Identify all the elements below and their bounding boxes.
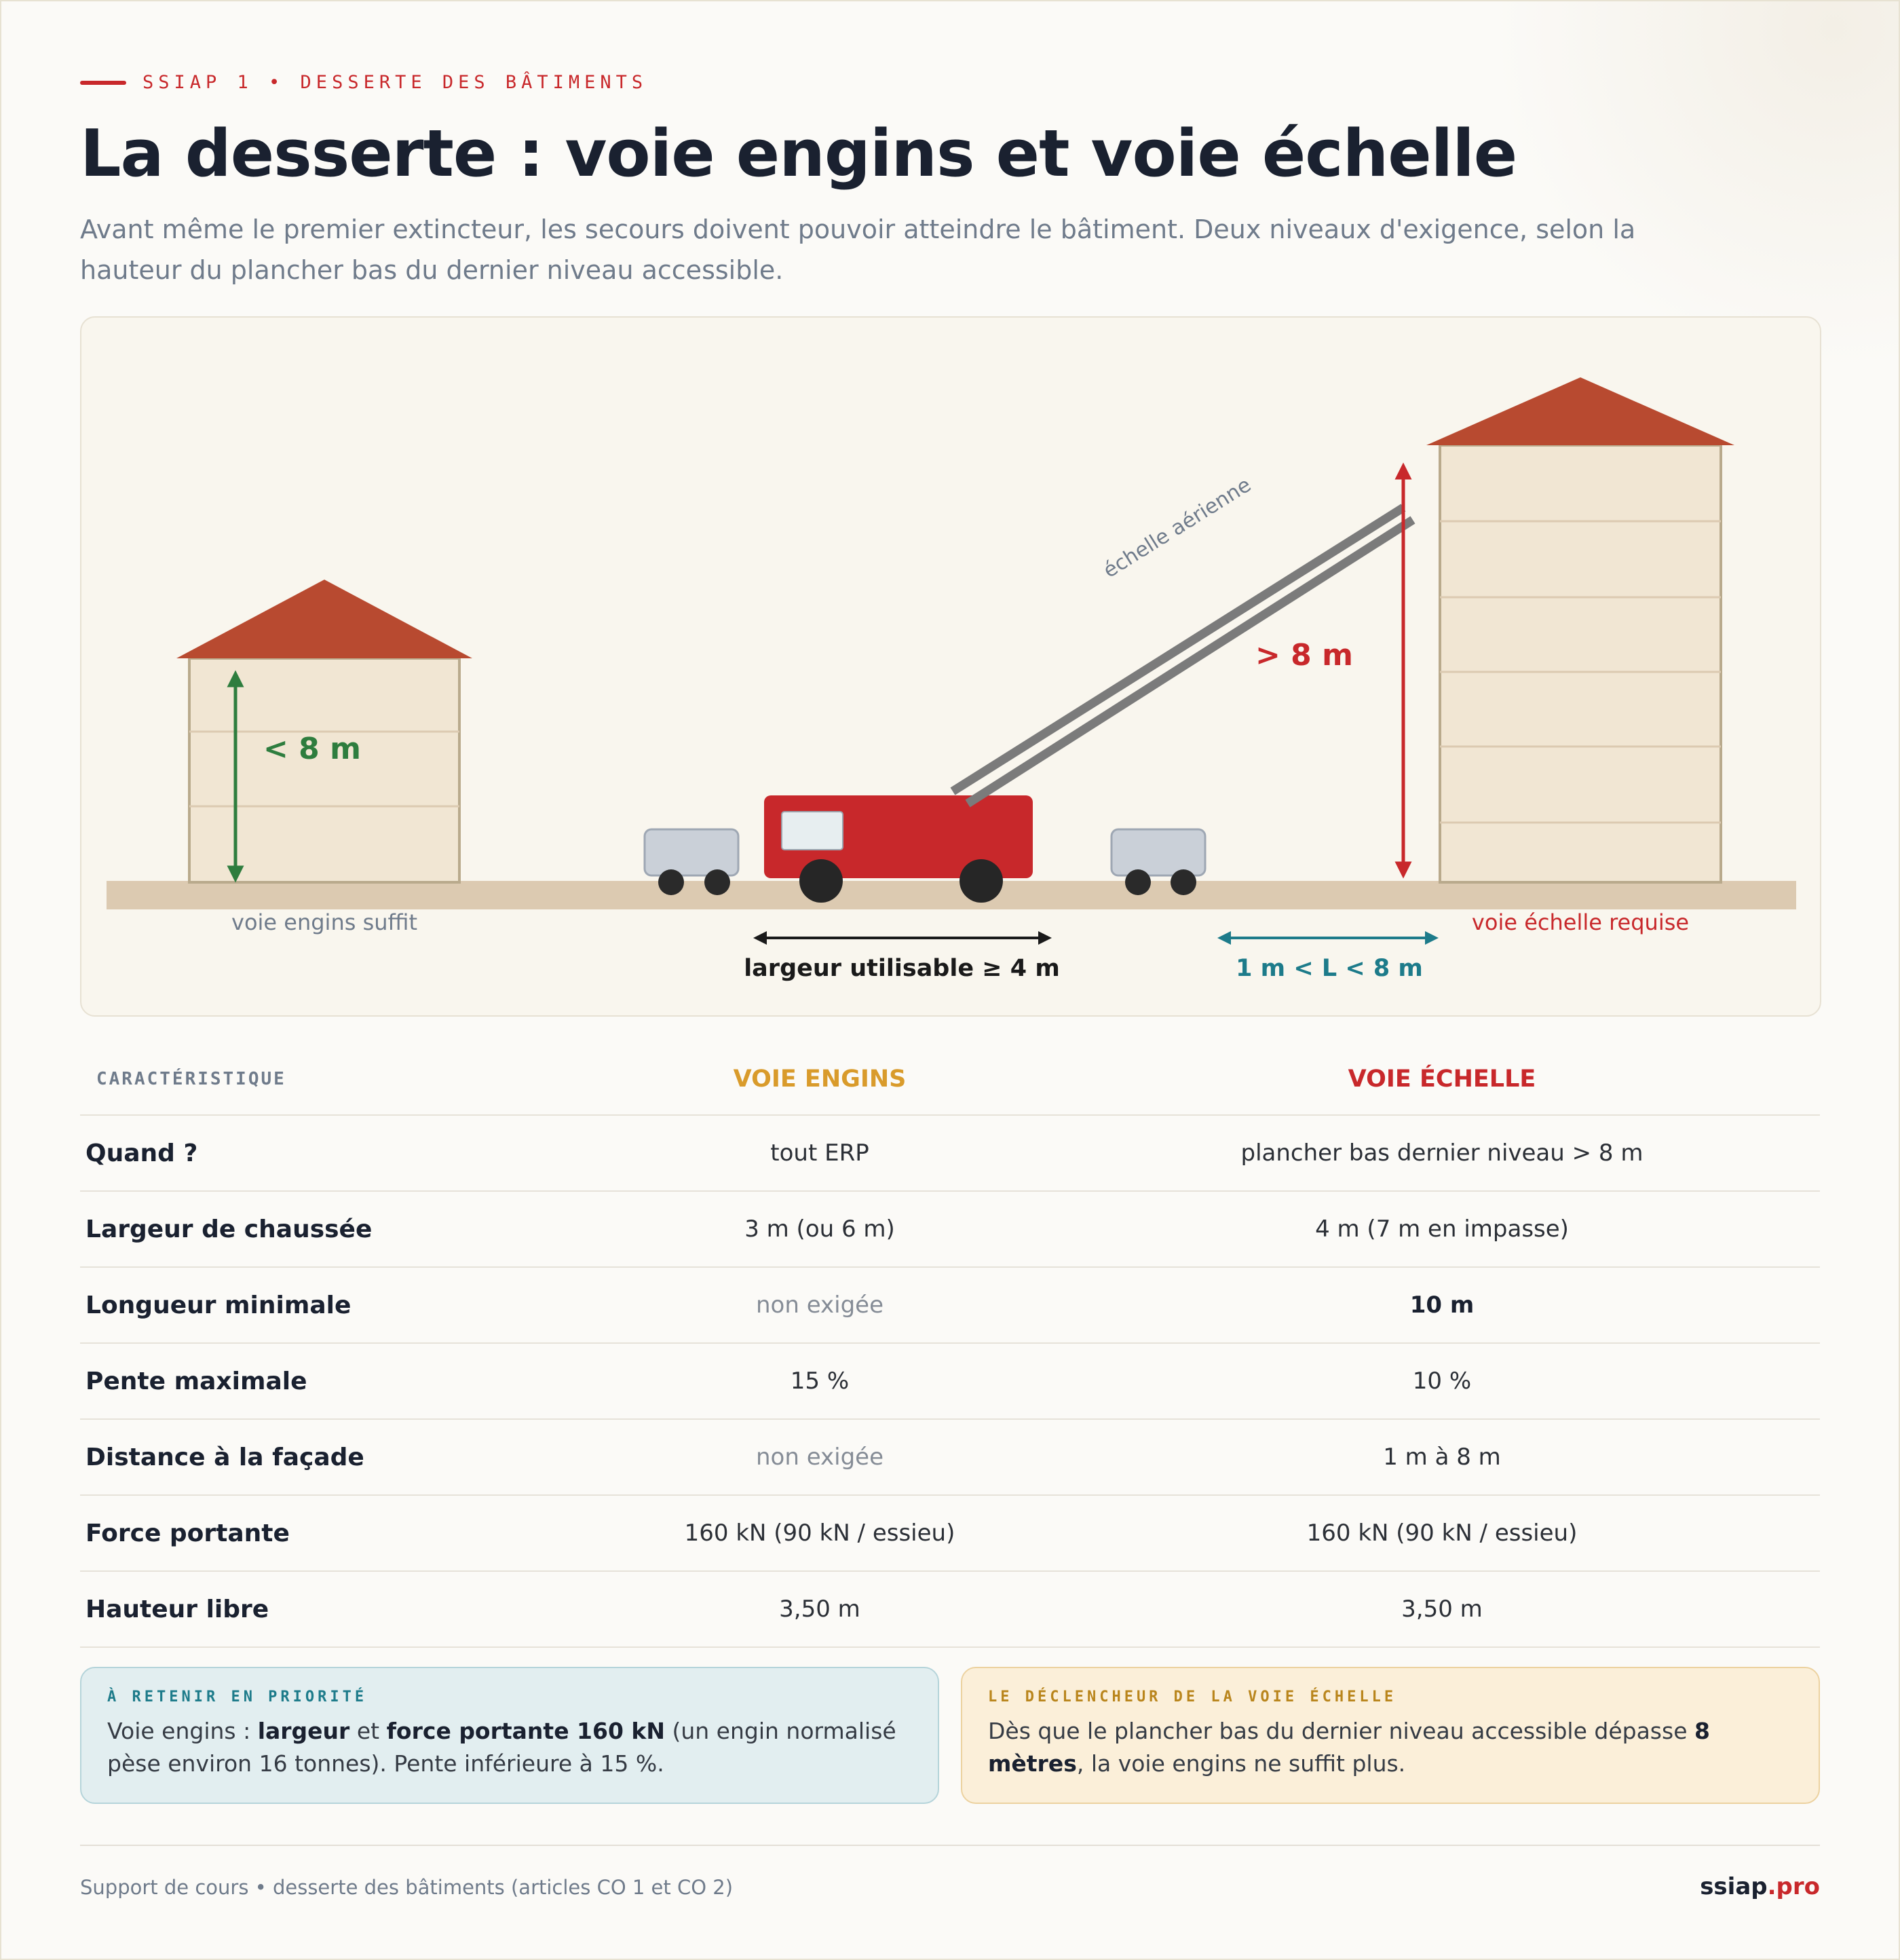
row-label: Longueur minimale bbox=[86, 1291, 352, 1319]
cell-echelle: plancher bas dernier niveau > 8 m bbox=[1240, 1139, 1644, 1167]
emphasis: largeur bbox=[257, 1718, 350, 1744]
comparison-table bbox=[80, 1044, 1820, 1648]
brand-tld: .pro bbox=[1767, 1873, 1820, 1900]
high-building-caption: voie échelle requise bbox=[1471, 909, 1690, 935]
brand-logo[interactable] bbox=[1700, 1873, 1820, 1900]
table-row bbox=[80, 1496, 1820, 1572]
cell-echelle: 3,50 m bbox=[1401, 1596, 1483, 1623]
facade-distance-label: 1 m < L < 8 m bbox=[1236, 955, 1423, 982]
emphasis: force portante 160 kN bbox=[386, 1718, 665, 1744]
cell-engins: non exigée bbox=[755, 1444, 884, 1471]
footer-divider bbox=[80, 1845, 1820, 1846]
low-building bbox=[176, 580, 472, 882]
table-row bbox=[80, 1344, 1820, 1420]
cell-engins: non exigée bbox=[755, 1292, 884, 1319]
text-span: (un engin normalisé pèse environ 16 tonnes). Pente inférieure à 15 %. bbox=[107, 1718, 896, 1777]
table-row bbox=[80, 1420, 1820, 1496]
row-label: Force portante bbox=[86, 1519, 290, 1547]
cell-engins: 3,50 m bbox=[779, 1596, 860, 1623]
kicker bbox=[80, 72, 647, 93]
table-header-row bbox=[80, 1044, 1820, 1116]
callout-trigger-body bbox=[988, 1715, 1793, 1780]
header-voie-echelle: VOIE ÉCHELLE bbox=[1348, 1066, 1536, 1093]
cell-echelle: 4 m (7 m en impasse) bbox=[1315, 1215, 1569, 1243]
low-building-roof bbox=[176, 580, 472, 658]
kicker-line bbox=[80, 81, 126, 85]
high-height-label: > 8 m bbox=[1255, 638, 1353, 673]
low-building-caption: voie engins suffit bbox=[231, 909, 417, 935]
cell-engins: tout ERP bbox=[770, 1139, 869, 1167]
text-span: Voie engins : bbox=[107, 1718, 258, 1744]
cell-engins: 160 kN (90 kN / essieu) bbox=[684, 1520, 955, 1547]
cell-echelle: 1 m à 8 m bbox=[1383, 1444, 1501, 1471]
brand-name: ssiap bbox=[1700, 1873, 1768, 1900]
text-span: Dès que le plancher bas du dernier niveau accessible dépasse bbox=[988, 1718, 1694, 1744]
callout-priority bbox=[80, 1667, 939, 1804]
page-lede: Avant même le premier extincteur, les secours doivent pouvoir atteindre le bâtiment. Deux niveaux d'exigence, selon la hauteur du plancher bas du dernier niveau accessible. bbox=[80, 214, 1636, 285]
table-row bbox=[80, 1116, 1820, 1192]
cell-echelle: 10 m bbox=[1409, 1292, 1475, 1319]
cell-echelle: 160 kN (90 kN / essieu) bbox=[1306, 1520, 1578, 1547]
row-label: Quand ? bbox=[86, 1139, 198, 1167]
text-span: et bbox=[349, 1718, 387, 1744]
road-width-label: largeur utilisable ≥ 4 m bbox=[744, 955, 1060, 982]
callout-trigger bbox=[961, 1667, 1820, 1804]
ground bbox=[107, 881, 1796, 909]
high-building bbox=[1426, 377, 1734, 882]
low-height-label: < 8 m bbox=[263, 732, 361, 766]
row-label: Distance à la façade bbox=[86, 1443, 364, 1471]
desserte-diagram bbox=[81, 318, 1820, 1015]
cell-engins: 15 % bbox=[790, 1368, 850, 1395]
callout-trigger-title: LE DÉCLENCHEUR DE LA VOIE ÉCHELLE bbox=[988, 1689, 1397, 1705]
table-row bbox=[80, 1192, 1820, 1268]
callout-priority-title: À RETENIR EN PRIORITÉ bbox=[107, 1689, 368, 1705]
emphasis: 8 mètres bbox=[988, 1718, 1710, 1777]
callout-priority-body bbox=[107, 1715, 912, 1780]
row-label: Pente maximale bbox=[86, 1367, 307, 1395]
row-label: Largeur de chaussée bbox=[86, 1215, 373, 1243]
text-span: , la voie engins ne suffit plus. bbox=[1076, 1750, 1406, 1777]
header-voie-engins: VOIE ENGINS bbox=[733, 1066, 907, 1093]
row-label: Hauteur libre bbox=[86, 1595, 269, 1623]
table-row bbox=[80, 1268, 1820, 1344]
table-row bbox=[80, 1572, 1820, 1648]
diagram-card bbox=[80, 316, 1821, 1017]
footer-credit: Support de cours • desserte des bâtiments (articles CO 1 et CO 2) bbox=[80, 1876, 734, 1899]
page-title: La desserte : voie engins et voie échelle bbox=[80, 117, 1517, 191]
kicker-text: SSIAP 1 • DESSERTE DES BÂTIMENTS bbox=[142, 72, 648, 93]
ladder-label: échelle aérienne bbox=[1099, 472, 1256, 583]
cell-engins: 3 m (ou 6 m) bbox=[744, 1215, 895, 1243]
high-building-roof bbox=[1426, 377, 1734, 445]
header-characteristic: CARACTÉRISTIQUE bbox=[96, 1069, 286, 1089]
cell-echelle: 10 % bbox=[1412, 1368, 1472, 1395]
